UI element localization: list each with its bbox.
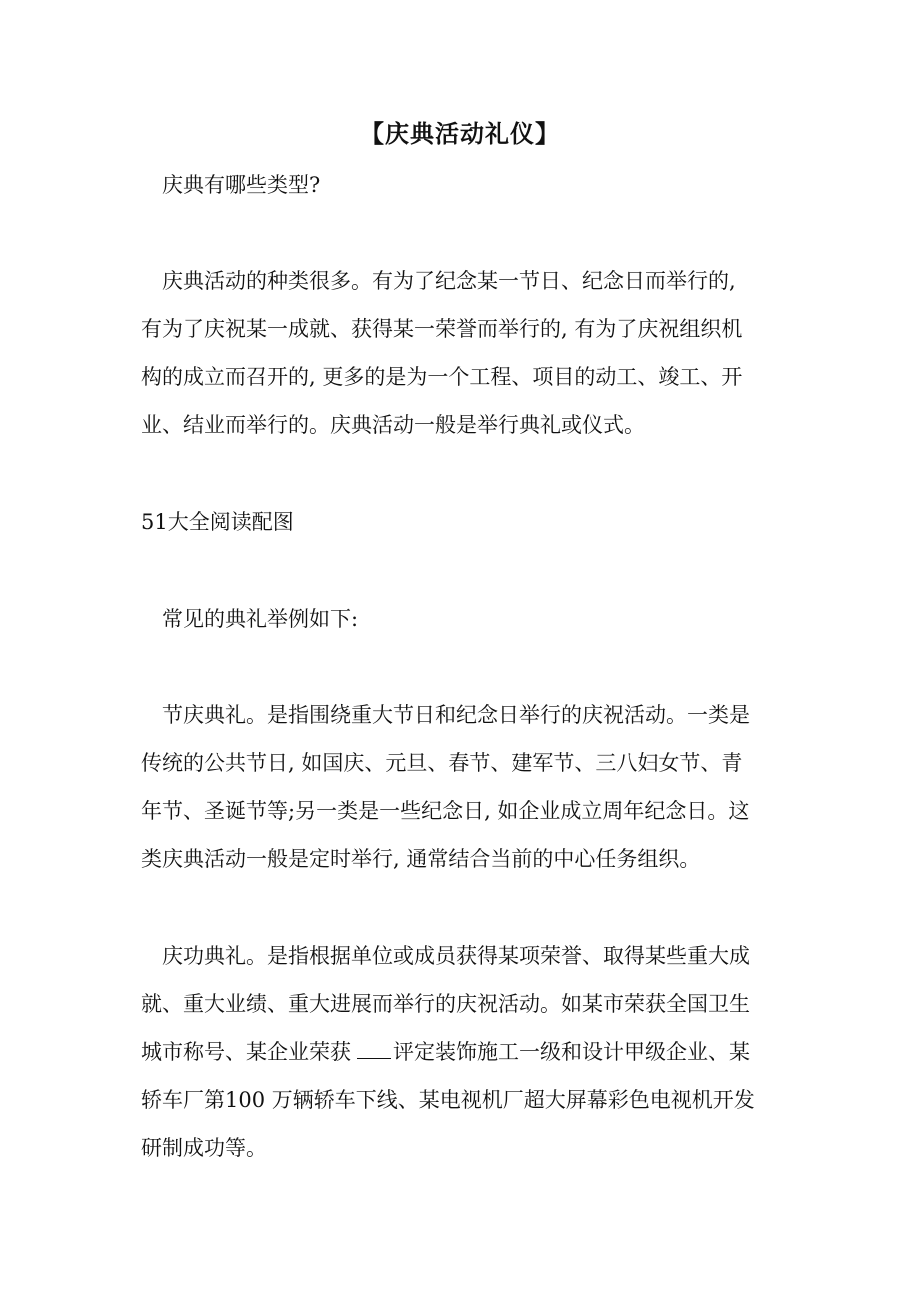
fill-in-blank [357,1038,391,1059]
question-line: 庆典有哪些类型? [162,173,321,197]
merit-line-3 [141,1037,781,1067]
image-caption: 51大全阅读配图 [141,510,294,534]
intro-line-2: 有为了庆祝某一成就、获得某一荣誉而举行的, 有为了庆祝组织机 [141,317,743,341]
festival-line-1: 节庆典礼。是指围绕重大节日和纪念日举行的庆祝活动。一类是 [162,703,750,727]
merit-line-5: 研制成功等。 [141,1136,267,1160]
festival-line-2: 传统的公共节日, 如国庆、元旦、春节、建军节、三八妇女节、青 [141,751,743,775]
page-title: 【庆典活动礼仪】 [360,119,560,148]
festival-line-3: 年节、圣诞节等;另一类是一些纪念日, 如企业成立周年纪念日。这 [141,799,750,823]
merit-line-4: 轿车厂第100 万辆轿车下线、某电视机厂超大屏幕彩色电视机开发 [141,1088,755,1112]
merit-line-1: 庆功典礼。是指根据单位或成员获得某项荣誉、取得某些重大成 [162,944,750,968]
festival-line-4: 类庆典活动一般是定时举行, 通常结合当前的中心任务组织。 [141,847,701,871]
merit-line-3-end: 评定装饰施工一级和设计甲级企业、某 [393,1040,750,1064]
intro-line-1: 庆典活动的种类很多。有为了纪念某一节日、纪念日而举行的, [162,269,736,293]
intro-line-3: 构的成立而召开的, 更多的是为一个工程、项目的动工、竣工、开 [141,365,743,389]
merit-line-2: 就、重大业绩、重大进展而举行的庆祝活动。如某市荣获全国卫生 [141,992,750,1016]
merit-line-3-start: 城市称号、某企业荣获 [141,1040,351,1064]
intro-line-4: 业、结业而举行的。庆典活动一般是举行典礼或仪式。 [141,413,645,437]
examples-intro: 常见的典礼举例如下: [162,607,359,631]
